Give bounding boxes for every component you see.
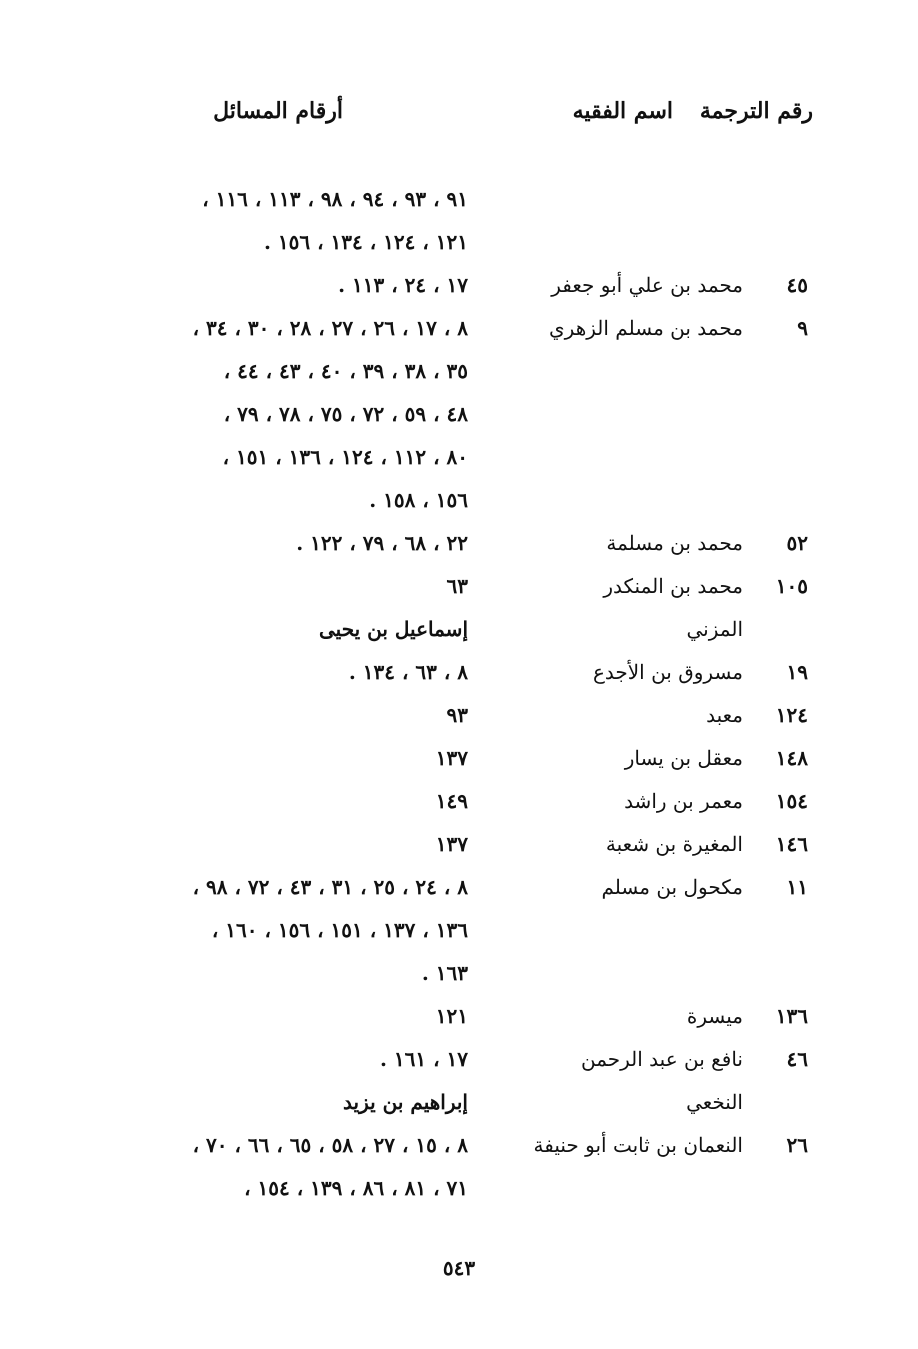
jurist-name: [463, 350, 743, 393]
translation-number: ٢٦: [786, 1133, 808, 1157]
translation-number: ١٢٤: [775, 703, 808, 727]
table-row: [0, 1038, 918, 1081]
issue-numbers: ١٦٣ .: [421, 961, 468, 985]
issue-numbers: ٨ ، ٦٣ ، ١٣٤ .: [348, 660, 468, 684]
table-row: [0, 909, 918, 952]
table-row: [0, 1167, 918, 1210]
issue-numbers: ١٢١ ، ١٢٤ ، ١٣٤ ، ١٥٦ .: [263, 230, 468, 254]
translation-number: [748, 952, 808, 995]
jurist-name: محمد بن علي أبو جعفر: [551, 273, 743, 297]
translation-number: [748, 479, 808, 522]
table-row: [0, 737, 918, 780]
jurist-name: معقل بن يسار: [624, 746, 743, 770]
table-row: [0, 565, 918, 608]
jurist-name: معبد: [706, 703, 743, 727]
jurist-name: [463, 436, 743, 479]
table-row: [0, 350, 918, 393]
translation-number: ٥٢: [786, 531, 808, 555]
table-row: [0, 264, 918, 307]
issue-numbers: ٩١ ، ٩٣ ، ٩٤ ، ٩٨ ، ١١٣ ، ١١٦ ،: [202, 187, 468, 211]
translation-number: [748, 1081, 808, 1124]
table-row: [0, 1081, 918, 1124]
table-row: [0, 479, 918, 522]
issue-numbers: ٨ ، ١٥ ، ٢٧ ، ٥٨ ، ٦٥ ، ٦٦ ، ٧٠ ،: [192, 1133, 468, 1157]
jurist-name: النعمان بن ثابت أبو حنيفة: [533, 1133, 743, 1157]
jurist-name: معمر بن راشد: [624, 789, 743, 813]
jurist-name: [463, 178, 743, 221]
jurist-name: [463, 221, 743, 264]
table-row: [0, 651, 918, 694]
jurist-name: مكحول بن مسلم: [601, 875, 743, 899]
jurist-name: محمد بن مسلمة: [606, 531, 743, 555]
translation-number: ٤٥: [786, 273, 808, 297]
translation-number: ١٠٥: [775, 574, 808, 598]
jurist-name: [463, 952, 743, 995]
issue-numbers: ٧١ ، ٨١ ، ٨٦ ، ١٣٩ ، ١٥٤ ،: [244, 1176, 468, 1200]
issue-numbers: ١٤٩: [435, 789, 468, 813]
translation-number: [748, 608, 808, 651]
table-row: [0, 694, 918, 737]
header-issue-numbers: أرقام المسائل: [213, 98, 343, 124]
translation-number: [748, 909, 808, 952]
translation-number: [748, 350, 808, 393]
translation-number: [748, 436, 808, 479]
table-row: [0, 952, 918, 995]
table-row: [0, 393, 918, 436]
translation-number: [748, 178, 808, 221]
table-row: [0, 866, 918, 909]
issue-numbers: ٦٣: [446, 574, 468, 598]
issue-numbers: ١٧ ، ٢٤ ، ١١٣ .: [338, 273, 468, 297]
table-row: [0, 608, 918, 651]
issue-numbers: ١٥٦ ، ١٥٨ .: [369, 488, 468, 512]
issue-numbers: ١٣٦ ، ١٣٧ ، ١٥١ ، ١٥٦ ، ١٦٠ ،: [211, 918, 468, 942]
jurist-name: محمد بن المنكدر: [603, 574, 743, 598]
jurist-name: المغيرة بن شعبة: [605, 832, 743, 856]
page-number: ٥٤٣: [442, 1256, 476, 1280]
jurist-name: مسروق بن الأجدع: [592, 660, 743, 684]
header-translation-number: رقم الترجمة: [699, 98, 813, 124]
translation-number: [748, 221, 808, 264]
table-row: [0, 1124, 918, 1167]
translation-number: ١٥٤: [775, 789, 808, 813]
jurist-name: نافع بن عبد الرحمن: [580, 1047, 743, 1071]
issue-numbers: ٢٢ ، ٦٨ ، ٧٩ ، ١٢٢ .: [296, 531, 468, 555]
issue-numbers: ١٣٧: [435, 746, 468, 770]
jurist-name: [463, 479, 743, 522]
table-row: [0, 995, 918, 1038]
issue-numbers: ٨٠ ، ١١٢ ، ١٢٤ ، ١٣٦ ، ١٥١ ،: [222, 445, 468, 469]
translation-number: ٩: [797, 316, 808, 340]
issue-numbers: ١٢١: [435, 1004, 468, 1028]
issue-numbers: ١٧ ، ١٦١ .: [379, 1047, 468, 1071]
jurist-name: [463, 909, 743, 952]
issue-numbers: ٨ ، ٢٤ ، ٢٥ ، ٣١ ، ٤٣ ، ٧٢ ، ٩٨ ،: [192, 875, 468, 899]
table-row: [0, 780, 918, 823]
index-table: [0, 178, 918, 1210]
translation-number: ١٣٦: [775, 1004, 808, 1028]
translation-number: ١٤٨: [775, 746, 808, 770]
issue-numbers: ٩٣: [446, 703, 468, 727]
issue-numbers: ١٣٧: [435, 832, 468, 856]
header-jurist-name: اسم الفقيه: [572, 98, 673, 124]
translation-number: ٤٦: [786, 1047, 808, 1071]
table-row: [0, 436, 918, 479]
table-row: [0, 823, 918, 866]
jurist-name: المزني: [686, 617, 743, 641]
issue-numbers: ٤٨ ، ٥٩ ، ٧٢ ، ٧٥ ، ٧٨ ، ٧٩ ،: [223, 402, 468, 426]
table-row: [0, 178, 918, 221]
table-row: [0, 522, 918, 565]
issue-numbers: إسماعيل بن يحيى: [319, 617, 468, 641]
translation-number: [748, 1167, 808, 1210]
table-row: [0, 307, 918, 350]
jurist-name: [463, 393, 743, 436]
table-row: [0, 221, 918, 264]
translation-number: [748, 393, 808, 436]
translation-number: ١٤٦: [775, 832, 808, 856]
jurist-name: [463, 1167, 743, 1210]
issue-numbers: إبراهيم بن يزيد: [343, 1090, 468, 1114]
jurist-name: محمد بن مسلم الزهري: [549, 316, 743, 340]
translation-number: ١١: [786, 875, 808, 899]
issue-numbers: ٨ ، ١٧ ، ٢٦ ، ٢٧ ، ٢٨ ، ٣٠ ، ٣٤ ،: [192, 316, 468, 340]
jurist-name: النخعي: [686, 1090, 743, 1114]
translation-number: ١٩: [786, 660, 808, 684]
jurist-name: ميسرة: [686, 1004, 743, 1028]
issue-numbers: ٣٥ ، ٣٨ ، ٣٩ ، ٤٠ ، ٤٣ ، ٤٤ ،: [223, 359, 468, 383]
